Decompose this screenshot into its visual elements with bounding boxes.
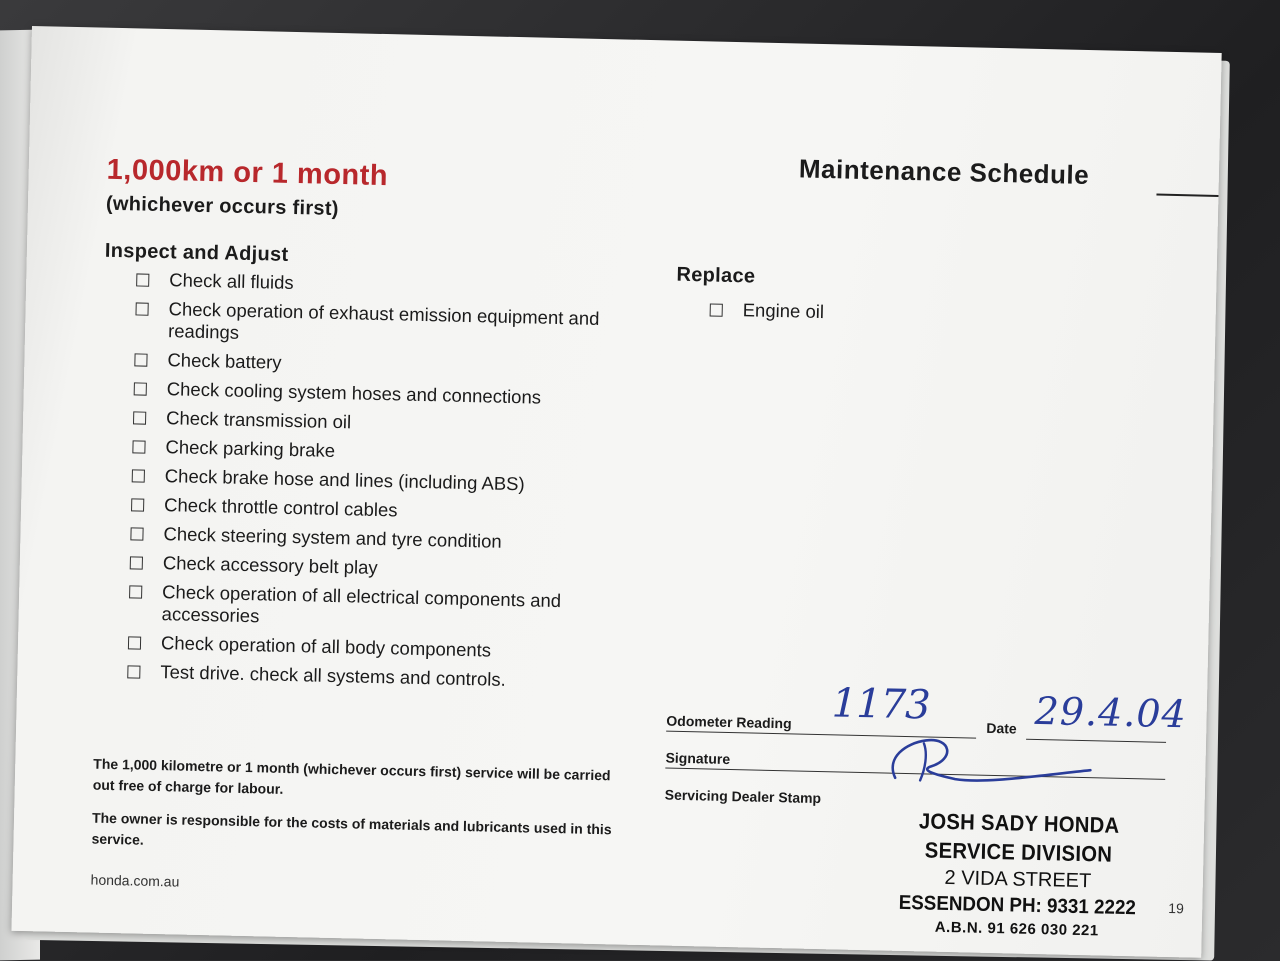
date-label: Date [986,719,1017,737]
checklist-item-label: Check accessory belt play [162,552,378,578]
checkbox[interactable] [710,303,723,316]
checklist-item [131,493,631,526]
dealer-stamp [872,807,1165,941]
checklist-item-label: Check throttle control cables [163,494,398,521]
stamp-dealer-name: JOSH SADY HONDA [918,808,1120,838]
checkbox[interactable] [133,411,146,424]
service-interval-subtitle: (whichever occurs first) [105,192,340,221]
odometer-label: Odometer Reading [666,712,792,732]
stamp-street: 2 VIDA STREET [944,866,1092,893]
checkbox[interactable] [128,636,141,649]
checklist-item [127,660,627,693]
footer-url: honda.com.au [90,871,180,890]
checklist-item-label: Test drive. check all systems and controls. [160,661,507,690]
header-rule [1156,194,1218,197]
stamp-abn: A.B.N. 91 626 030 221 [934,918,1099,940]
signature-scribble[interactable] [875,727,1096,792]
checkbox[interactable] [134,353,147,366]
checklist-item [132,464,632,497]
checklist-item [128,631,628,664]
date-value[interactable]: 29.4.04 [1034,688,1188,737]
checkbox[interactable] [134,382,147,395]
odometer-value[interactable]: 1173 [831,680,931,729]
inspect-heading: Inspect and Adjust [104,239,289,266]
checkbox[interactable] [127,665,140,678]
stamp-suburb-phone: ESSENDON PH: 9331 2222 [898,891,1137,920]
checklist-item-label: Check brake hose and lines (including ABS) [164,465,525,495]
inspect-checklist [127,268,636,700]
checkbox[interactable] [130,556,143,569]
checklist-item-label: Check all fluids [169,269,294,293]
checklist-item-label: Check cooling system hoses and connections [166,378,542,408]
checkbox[interactable] [131,498,144,511]
checkbox[interactable] [136,273,149,286]
stamp-division: SERVICE DIVISION [924,837,1113,867]
checklist-item [133,406,633,439]
replace-checklist [709,298,1010,334]
checklist-item-label: Check transmission oil [165,407,352,433]
checklist-item-label: Check operation of all electrical components and accessories [161,581,562,627]
checkbox[interactable] [132,440,145,453]
checklist-item [135,297,636,352]
checklist-item-label: Check steering system and tyre condition [163,523,502,552]
checklist-item-label: Check operation of all body components [160,632,492,661]
page-content [11,26,1221,958]
service-interval-title: 1,000km or 1 month [106,153,389,193]
replace-heading: Replace [676,263,756,288]
checkbox[interactable] [130,527,143,540]
checklist-item [134,377,634,410]
checklist-item [134,348,634,381]
checkbox[interactable] [132,469,145,482]
checklist-item-label: Check parking brake [165,436,336,461]
signature-label: Signature [665,749,731,768]
dealer-stamp-label: Servicing Dealer Stamp [664,786,822,807]
booklet-page [11,26,1221,958]
checklist-item [130,551,630,584]
page-number: 19 [1168,900,1185,917]
owner-costs-note: The owner is responsible for the costs of materials and lubricants used in this service. [91,809,612,848]
checklist-item-label: Check operation of exhaust emission equipment and readings [167,298,600,343]
checklist-item [130,522,630,555]
checkbox[interactable] [135,302,148,315]
free-labour-note: The 1,000 kilometre or 1 month (whichever occurs first) service will be carried out free of charge for labour. [92,755,611,797]
checklist-item [709,298,1009,327]
checklist-item [136,268,636,301]
checklist-item [128,580,629,635]
checklist-item-label: Engine oil [742,299,825,323]
checklist-item [132,435,632,468]
schedule-header-title: Maintenance Schedule [798,153,1090,191]
checkbox[interactable] [129,585,142,598]
checklist-item-label: Check battery [167,349,282,373]
